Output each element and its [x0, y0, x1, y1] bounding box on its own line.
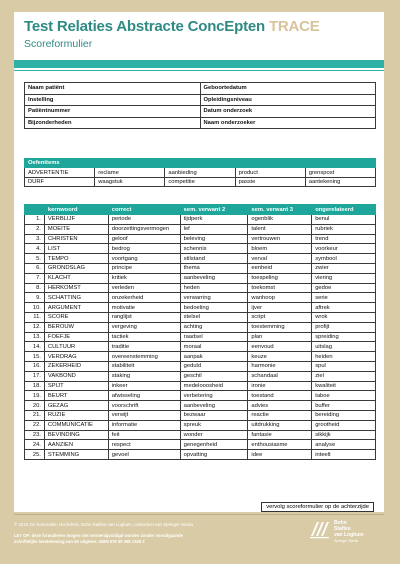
- item-option[interactable]: aanbeveling: [180, 401, 248, 411]
- publisher-line-3: van Loghum: [334, 532, 364, 538]
- item-option[interactable]: keuze: [248, 352, 312, 362]
- column-header: ongerelateerd: [312, 205, 376, 215]
- patient-info-label[interactable]: Naam patiënt: [25, 83, 201, 95]
- item-option[interactable]: voorschrift: [108, 401, 180, 411]
- practice-option[interactable]: grenspost: [305, 168, 375, 177]
- item-keyword: AANZIEN: [44, 440, 108, 450]
- item-option[interactable]: opvatting: [180, 450, 248, 460]
- item-option[interactable]: bedrog: [108, 244, 180, 254]
- item-keyword: COMMUNICATIE: [44, 420, 108, 430]
- item-keyword: KLACHT: [44, 273, 108, 283]
- practice-option[interactable]: reclame: [95, 168, 165, 177]
- item-keyword: VERDRAG: [44, 352, 108, 362]
- item-option[interactable]: wanhoop: [248, 293, 312, 303]
- item-option[interactable]: schennis: [180, 244, 248, 254]
- scoring-header-row: [25, 205, 376, 215]
- item-option[interactable]: thema: [180, 263, 248, 273]
- item-option[interactable]: wonder: [180, 430, 248, 440]
- practice-option[interactable]: product: [235, 168, 305, 177]
- item-option[interactable]: stelsel: [180, 312, 248, 322]
- item-option[interactable]: medelooosheid: [180, 381, 248, 391]
- item-option[interactable]: toespeling: [248, 273, 312, 283]
- item-option[interactable]: stilstand: [180, 254, 248, 264]
- item-keyword: SCORE: [44, 312, 108, 322]
- item-option[interactable]: verwijt: [108, 410, 180, 420]
- item-option[interactable]: buffer: [312, 401, 376, 411]
- item-option[interactable]: staking: [108, 371, 180, 381]
- item-row: [25, 381, 376, 391]
- item-keyword: TEMPO: [44, 254, 108, 264]
- item-number: 7.: [25, 273, 45, 283]
- item-option[interactable]: raadsel: [180, 332, 248, 342]
- item-option[interactable]: kwaliteit: [312, 381, 376, 391]
- item-number: 25.: [25, 450, 45, 460]
- item-option[interactable]: verwarring: [180, 293, 248, 303]
- column-header: sem. verwant 2: [180, 205, 248, 215]
- item-option[interactable]: plan: [248, 332, 312, 342]
- practice-keyword: ADVERTENTIE: [25, 168, 95, 177]
- item-option[interactable]: spul: [312, 361, 376, 371]
- item-option[interactable]: voorkeur: [312, 244, 376, 254]
- scoring-table: [24, 204, 376, 460]
- item-option[interactable]: wrok: [312, 312, 376, 322]
- item-keyword: CHRISTEN: [44, 234, 108, 244]
- item-option[interactable]: vertrouwen: [248, 234, 312, 244]
- item-number: 15.: [25, 352, 45, 362]
- item-row: [25, 254, 376, 264]
- practice-row: [25, 168, 376, 177]
- item-option[interactable]: beleving: [180, 234, 248, 244]
- item-number: 24.: [25, 440, 45, 450]
- item-option[interactable]: analyse: [312, 440, 376, 450]
- item-row: [25, 391, 376, 401]
- item-option[interactable]: trend: [312, 234, 376, 244]
- item-row: [25, 293, 376, 303]
- item-row: [25, 371, 376, 381]
- item-option[interactable]: reactie: [248, 410, 312, 420]
- item-option[interactable]: aanbeveling: [180, 273, 248, 283]
- item-row: [25, 303, 376, 313]
- patient-info-label[interactable]: Geboortedatum: [200, 83, 376, 95]
- item-number: 20.: [25, 401, 45, 411]
- item-option[interactable]: toekomst: [248, 283, 312, 293]
- item-option[interactable]: enthousiasme: [248, 440, 312, 450]
- item-option[interactable]: bloem: [248, 244, 312, 254]
- item-number: 22.: [25, 420, 45, 430]
- item-option[interactable]: ijver: [248, 303, 312, 313]
- item-keyword: GEZAG: [44, 401, 108, 411]
- item-option[interactable]: vergeving: [108, 322, 180, 332]
- item-option[interactable]: toestand: [248, 391, 312, 401]
- column-header: [25, 205, 45, 215]
- item-option[interactable]: moraal: [180, 342, 248, 352]
- item-row: [25, 215, 376, 225]
- patient-info-row: [25, 117, 376, 129]
- item-number: 11.: [25, 312, 45, 322]
- item-number: 2.: [25, 224, 45, 234]
- item-option[interactable]: heiden: [312, 352, 376, 362]
- practice-option[interactable]: waagstuk: [95, 177, 165, 186]
- practice-option[interactable]: passie: [235, 177, 305, 186]
- item-option[interactable]: kritiek: [108, 273, 180, 283]
- patient-info-label[interactable]: Patiëntnummer: [25, 106, 201, 118]
- item-option[interactable]: eenvoud: [248, 342, 312, 352]
- item-keyword: SCHATTING: [44, 293, 108, 303]
- item-keyword: VAKBOND: [44, 371, 108, 381]
- item-keyword: ARGUMENT: [44, 303, 108, 313]
- item-option[interactable]: advies: [248, 401, 312, 411]
- patient-info-row: [25, 83, 376, 95]
- item-option[interactable]: heden: [180, 283, 248, 293]
- item-keyword: BEURT: [44, 391, 108, 401]
- practice-row: [25, 177, 376, 186]
- item-row: [25, 450, 376, 460]
- practice-option[interactable]: aantekening: [305, 177, 375, 186]
- form-subtitle: Scoreformulier: [24, 38, 93, 50]
- item-option[interactable]: viering: [312, 273, 376, 283]
- item-keyword: MOEITE: [44, 224, 108, 234]
- item-option[interactable]: feit: [108, 430, 180, 440]
- publisher-imprint: Springer Media: [334, 539, 359, 543]
- patient-info-row: [25, 94, 376, 106]
- item-option[interactable]: sikkijk: [312, 430, 376, 440]
- item-keyword: VERBLIJF: [44, 215, 108, 225]
- item-option[interactable]: zwier: [312, 263, 376, 273]
- item-option[interactable]: inteelt: [312, 450, 376, 460]
- item-option[interactable]: bezwaar: [180, 410, 248, 420]
- patient-info-label[interactable]: Bijzonderheden: [25, 117, 201, 129]
- item-row: [25, 263, 376, 273]
- practice-heading: Oefenitems: [25, 159, 376, 168]
- item-number: 1.: [25, 215, 45, 225]
- column-header: correct: [108, 205, 180, 215]
- item-option[interactable]: spreuk: [180, 420, 248, 430]
- item-option[interactable]: ranglijst: [108, 312, 180, 322]
- item-keyword: HERKOMST: [44, 283, 108, 293]
- item-option[interactable]: verleden: [108, 283, 180, 293]
- item-option[interactable]: grootheid: [312, 420, 376, 430]
- item-option[interactable]: geschil: [180, 371, 248, 381]
- item-option[interactable]: harmonie: [248, 361, 312, 371]
- item-number: 18.: [25, 381, 45, 391]
- item-option[interactable]: tactiek: [108, 332, 180, 342]
- item-keyword: SPIJT: [44, 381, 108, 391]
- item-row: [25, 420, 376, 430]
- header-rule: [14, 70, 384, 71]
- item-option[interactable]: rubriek: [312, 224, 376, 234]
- title-main: Test Relaties Abstracte ConcEpten: [24, 18, 265, 35]
- item-row: [25, 312, 376, 322]
- item-option[interactable]: aanpak: [180, 352, 248, 362]
- item-option[interactable]: genegenheid: [180, 440, 248, 450]
- item-row: [25, 224, 376, 234]
- item-keyword: ZEKERHEID: [44, 361, 108, 371]
- item-keyword: STEMMING: [44, 450, 108, 460]
- item-option[interactable]: principe: [108, 263, 180, 273]
- item-option[interactable]: bedoeling: [180, 303, 248, 313]
- item-option[interactable]: fantasie: [248, 430, 312, 440]
- item-number: 10.: [25, 303, 45, 313]
- item-option[interactable]: symbool: [312, 254, 376, 264]
- item-keyword: CULTUUR: [44, 342, 108, 352]
- item-option[interactable]: stabiliteit: [108, 361, 180, 371]
- item-option[interactable]: verval: [248, 254, 312, 264]
- item-option[interactable]: overeenstemming: [108, 352, 180, 362]
- item-row: [25, 410, 376, 420]
- item-number: 13.: [25, 332, 45, 342]
- practice-option[interactable]: competitie: [165, 177, 235, 186]
- item-number: 21.: [25, 410, 45, 420]
- patient-info-table: [24, 82, 376, 129]
- item-row: [25, 361, 376, 371]
- item-option[interactable]: ogenblik: [248, 215, 312, 225]
- publisher-line-1: Bohn: [334, 520, 347, 526]
- patient-info-label[interactable]: Datum onderzoek: [200, 106, 376, 118]
- form-title: [24, 18, 320, 35]
- item-keyword: GRONDSLAG: [44, 263, 108, 273]
- item-row: [25, 244, 376, 254]
- warning-line-1: LET OP: deze formulieren mogen niet vermenigvuldigd worden zonder voorafgaande: [14, 533, 183, 538]
- copyright-text: © 2016 De Sonneville, Hochdrink, Bohn Stafleu van Loghum, onderdeel van Springer Media: [14, 522, 193, 527]
- practice-header-row: [25, 159, 376, 168]
- item-keyword: BEROUW: [44, 322, 108, 332]
- item-keyword: RUZIE: [44, 410, 108, 420]
- item-number: 14.: [25, 342, 45, 352]
- item-number: 4.: [25, 244, 45, 254]
- item-number: 23.: [25, 430, 45, 440]
- item-option[interactable]: talent: [248, 224, 312, 234]
- item-option[interactable]: motivatie: [108, 303, 180, 313]
- publisher-name: [334, 520, 364, 544]
- item-option[interactable]: ironie: [248, 381, 312, 391]
- item-number: 16.: [25, 361, 45, 371]
- item-row: [25, 332, 376, 342]
- item-option[interactable]: bereiding: [312, 410, 376, 420]
- item-keyword: BEVINDING: [44, 430, 108, 440]
- item-option[interactable]: achting: [180, 322, 248, 332]
- warning-line-2: schriftelijke toestemming van de uitgever. ISBN 978 90 368 1348 2: [14, 539, 145, 544]
- item-option[interactable]: profijt: [312, 322, 376, 332]
- title-acronym: TRACE: [268, 18, 320, 35]
- item-option[interactable]: toestemming: [248, 322, 312, 332]
- item-option[interactable]: geloof: [108, 234, 180, 244]
- item-row: [25, 234, 376, 244]
- item-number: 19.: [25, 391, 45, 401]
- item-option[interactable]: uitdrukking: [248, 420, 312, 430]
- item-option[interactable]: gevoel: [108, 450, 180, 460]
- item-option[interactable]: spreiding: [312, 332, 376, 342]
- item-option[interactable]: informatie: [108, 420, 180, 430]
- item-row: [25, 273, 376, 283]
- item-option[interactable]: lef: [180, 224, 248, 234]
- item-option[interactable]: onzekerheid: [108, 293, 180, 303]
- continue-note: vervolg scoreformulier op de achterzijde: [261, 502, 374, 512]
- item-option[interactable]: ziel: [312, 371, 376, 381]
- header-band: [14, 60, 384, 68]
- footer-rule: [14, 514, 384, 515]
- item-row: [25, 283, 376, 293]
- item-option[interactable]: benul: [312, 215, 376, 225]
- item-number: 6.: [25, 263, 45, 273]
- item-option[interactable]: periode: [108, 215, 180, 225]
- practice-keyword: DURF: [25, 177, 95, 186]
- item-option[interactable]: afwisseling: [108, 391, 180, 401]
- item-row: [25, 430, 376, 440]
- item-number: 9.: [25, 293, 45, 303]
- practice-option[interactable]: aanbieding: [165, 168, 235, 177]
- item-option[interactable]: traditie: [108, 342, 180, 352]
- item-option[interactable]: aftrek: [312, 303, 376, 313]
- item-option[interactable]: serie: [312, 293, 376, 303]
- item-option[interactable]: taboe: [312, 391, 376, 401]
- item-option[interactable]: verbetering: [180, 391, 248, 401]
- item-option[interactable]: tijdperk: [180, 215, 248, 225]
- practice-items-table: [24, 158, 376, 187]
- item-option[interactable]: voortgang: [108, 254, 180, 264]
- column-header: sem. verwant 3: [248, 205, 312, 215]
- item-option[interactable]: eenheid: [248, 263, 312, 273]
- patient-info-label[interactable]: Instelling: [25, 94, 201, 106]
- publisher-logo-icon: [308, 518, 330, 540]
- patient-info-label[interactable]: Naam onderzoeker: [200, 117, 376, 129]
- item-number: 5.: [25, 254, 45, 264]
- item-option[interactable]: gedoe: [312, 283, 376, 293]
- patient-info-row: [25, 106, 376, 118]
- item-row: [25, 401, 376, 411]
- item-number: 3.: [25, 234, 45, 244]
- item-row: [25, 352, 376, 362]
- item-option[interactable]: script: [248, 312, 312, 322]
- item-number: 8.: [25, 283, 45, 293]
- item-row: [25, 322, 376, 332]
- item-option[interactable]: schandaal: [248, 371, 312, 381]
- item-option[interactable]: idee: [248, 450, 312, 460]
- item-keyword: FOEFJE: [44, 332, 108, 342]
- item-option[interactable]: geduld: [180, 361, 248, 371]
- item-number: 12.: [25, 322, 45, 332]
- column-header: kernwoord: [44, 205, 108, 215]
- item-keyword: LIST: [44, 244, 108, 254]
- patient-info-label[interactable]: Opleidingsniveau: [200, 94, 376, 106]
- copy-warning: [14, 533, 183, 545]
- item-option[interactable]: inkeer: [108, 381, 180, 391]
- item-number: 17.: [25, 371, 45, 381]
- item-option[interactable]: doorzettingsvermogen: [108, 224, 180, 234]
- publisher-line-2: Stafleu: [334, 526, 351, 532]
- item-row: [25, 342, 376, 352]
- item-option[interactable]: respect: [108, 440, 180, 450]
- item-option[interactable]: uitslag: [312, 342, 376, 352]
- item-row: [25, 440, 376, 450]
